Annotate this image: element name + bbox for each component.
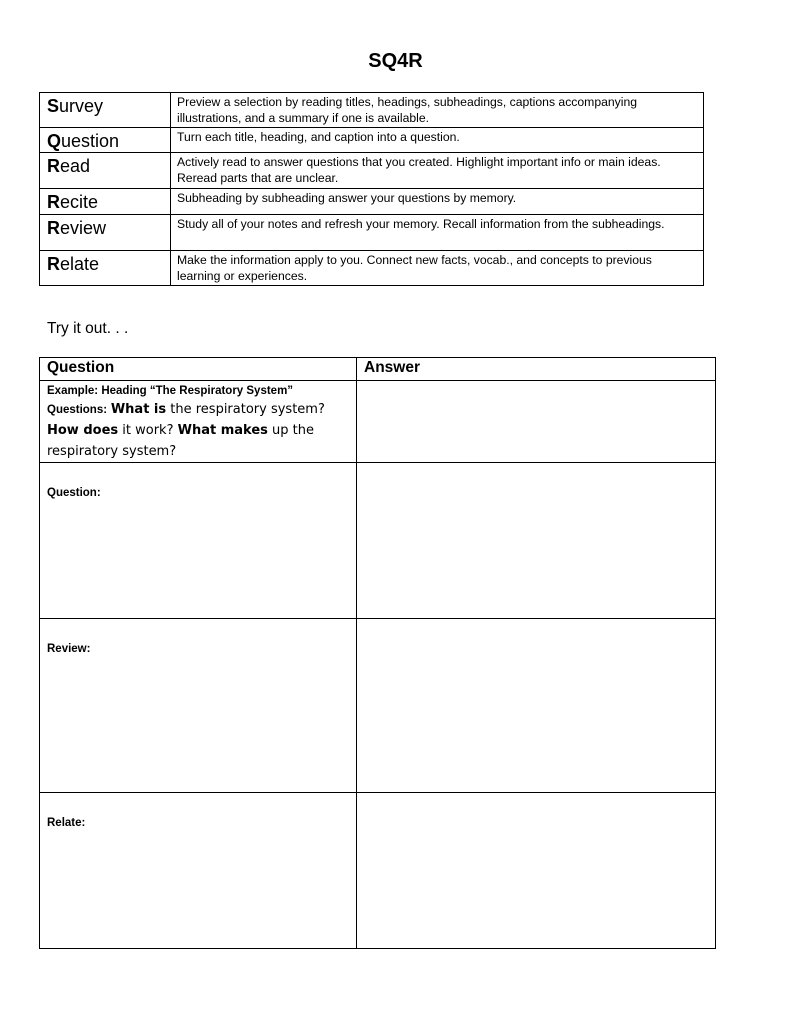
- step-initial: R: [47, 156, 60, 176]
- step-term-rest: ecite: [60, 192, 99, 212]
- worksheet-row-question: [40, 463, 716, 619]
- step-initial: R: [47, 218, 60, 238]
- step-row-read: [40, 153, 704, 189]
- answer-cell[interactable]: [357, 793, 716, 949]
- example-q3-rest: up the respiratory system?: [47, 423, 314, 459]
- answer-cell[interactable]: [357, 463, 716, 619]
- example-row: [40, 381, 716, 463]
- question-cell[interactable]: [40, 619, 357, 793]
- step-term: [40, 153, 171, 189]
- step-term: [40, 215, 171, 251]
- step-row-review: [40, 215, 704, 251]
- step-term: [40, 251, 171, 286]
- example-q2-rest: it work?: [118, 423, 178, 438]
- example-question-cell: [40, 381, 357, 463]
- step-term: [40, 128, 171, 153]
- step-term: [40, 93, 171, 128]
- example-q3-bold: What makes: [177, 423, 268, 438]
- row-label: Question:: [47, 487, 101, 499]
- sq4r-steps-table: [39, 92, 704, 286]
- step-term-rest: ead: [60, 156, 91, 176]
- worksheet-row-review: [40, 619, 716, 793]
- step-row-recite: [40, 189, 704, 215]
- step-initial: S: [47, 96, 60, 116]
- step-term-rest: eview: [60, 218, 107, 238]
- step-initial: R: [47, 192, 60, 212]
- step-row-relate: [40, 251, 704, 286]
- row-label: Relate:: [47, 817, 86, 829]
- example-questions-label: Questions:: [47, 404, 108, 416]
- worksheet-header-row: [40, 358, 716, 381]
- question-cell[interactable]: [40, 793, 357, 949]
- answer-cell[interactable]: [357, 619, 716, 793]
- step-description: Preview a selection by reading titles, headings, subheadings, captions accompanying illustrations, and a summary if one is available.: [171, 93, 704, 128]
- step-row-question: [40, 128, 704, 153]
- step-description: Make the information apply to you. Connect new facts, vocab., and concepts to previous learning or experiences.: [171, 251, 704, 286]
- try-it-heading: Try it out. . .: [47, 320, 129, 337]
- example-q1-rest: the respiratory system?: [166, 402, 325, 417]
- question-answer-worksheet: [39, 357, 716, 949]
- step-term: [40, 189, 171, 215]
- question-cell[interactable]: [40, 463, 357, 619]
- step-initial: R: [47, 254, 60, 274]
- step-initial: Q: [47, 131, 62, 151]
- example-q2-bold: How does: [47, 423, 119, 438]
- page-title: SQ4R: [368, 50, 423, 72]
- step-term-rest: urvey: [59, 96, 104, 116]
- step-description: Subheading by subheading answer your questions by memory.: [171, 189, 704, 215]
- example-questions: [47, 399, 350, 462]
- answer-column-header: Answer: [357, 358, 716, 381]
- question-column-header: Question: [40, 358, 357, 381]
- row-label: Review:: [47, 643, 91, 655]
- example-answer-cell[interactable]: [357, 381, 716, 463]
- worksheet-row-relate: [40, 793, 716, 949]
- step-description: Actively read to answer questions that you created. Highlight important info or main ideas. Reread parts that are unclear.: [171, 153, 704, 189]
- step-term-rest: uestion: [61, 131, 120, 151]
- example-q1-bold: What is: [110, 402, 167, 417]
- step-description: Study all of your notes and refresh your memory. Recall information from the subheadings.: [171, 215, 704, 251]
- step-description: Turn each title, heading, and caption into a question.: [171, 128, 704, 153]
- step-term-rest: elate: [60, 254, 100, 274]
- example-heading: Example: Heading “The Respiratory System”: [47, 385, 294, 397]
- step-row-survey: [40, 93, 704, 128]
